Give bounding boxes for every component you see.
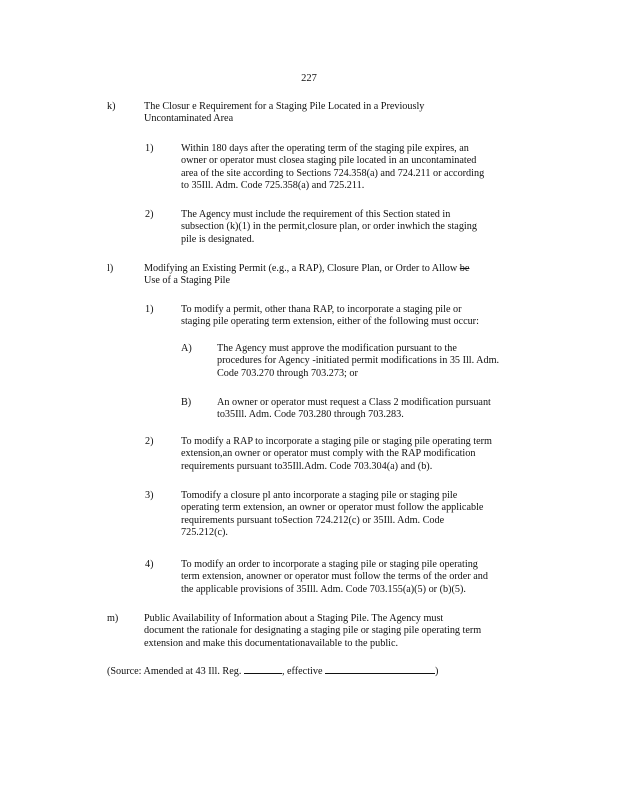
page-number: 227 [301, 73, 317, 84]
subsection-label: k) [107, 101, 116, 112]
register-blank [244, 664, 282, 674]
subsection-text: Public Availability of Information about a Staging Pile. The Agency must document the rationale for designating a staging pile or staging pile operating term extension and make this documentationavailable to the public. [144, 613, 482, 649]
source-prefix: (Source: Amended at 43 Ill. Reg. [107, 666, 242, 677]
paragraph-text: Within 180 days after the operating term of the staging pile expires, an owner or operator must closea staging pile located in an uncontaminated area of the site according to Sections 724.358(a) and 724.211 or according to 35Ill. Adm. Code 725.358(a) and 725.211. [181, 143, 485, 192]
paragraph-label: 4) [145, 559, 154, 570]
source-effective: , effective [281, 666, 323, 677]
subsection-label: l) [107, 263, 114, 274]
paragraph-label: 2) [145, 209, 154, 220]
subsection-label: m) [107, 613, 119, 624]
paragraph-label: 3) [145, 490, 154, 501]
paragraph-text: To modify an order to incorporate a staging pile or staging pile operating term extension, anowner or operator must follow the terms of the order and the applicable provisions of 35Ill. Adm. Code 703.155(a)(5) or (b)(5). [181, 559, 488, 595]
source-note [107, 664, 547, 678]
subparagraph-text: An owner or operator must request a Class 2 modification pursuant to35Ill. Adm. Code 703.280 through 703.283. [217, 397, 491, 421]
subparagraph-text: The Agency must approve the modification pursuant to the procedures for Agency -initiated permit modifications in 35 Ill. Adm. Code 703.270 through 703.273; or [217, 343, 500, 379]
subsection-heading: The Closur e Requirement for a Staging Pile Located in a Previously Uncontaminated Area [144, 101, 425, 125]
subparagraph-label: B) [181, 397, 192, 408]
paragraph-label: 2) [145, 436, 154, 447]
source-suffix: ) [435, 666, 439, 677]
paragraph-text: To modify a permit, other thana RAP, to incorporate a staging pile or staging pile operating term extension, either of the following must occur: [181, 304, 479, 328]
paragraph-label: 1) [145, 304, 154, 315]
effective-date-blank [325, 664, 435, 674]
subparagraph-label: A) [181, 343, 192, 354]
paragraph-text: The Agency must include the requirement of this Section stated in subsection (k)(1) in the permit,closure plan, or order inwhich the staging pile is designated. [181, 209, 477, 245]
paragraph-text: To modify a RAP to incorporate a staging pile or staging pile operating term extension,an owner or operator must comply with the RAP modification requirements pursuant to35Ill.Adm. Code 703.304(a) and (b). [181, 436, 492, 472]
paragraph-text: Tomodify a closure pl anto incorporate a staging pile or staging pile operating term extension, an owner or operator must follow the applicable requirements pursuant toSection 724.212(c) or 35Ill. Adm. Code 725.212(c). [181, 490, 484, 539]
paragraph-label: 1) [145, 143, 154, 154]
struck-text: be [459, 263, 470, 274]
subsection-heading: Modifying an Existing Permit (e.g., a RAP), Closure Plan, or Order to Allow be Use of a Staging Pile [144, 263, 470, 287]
